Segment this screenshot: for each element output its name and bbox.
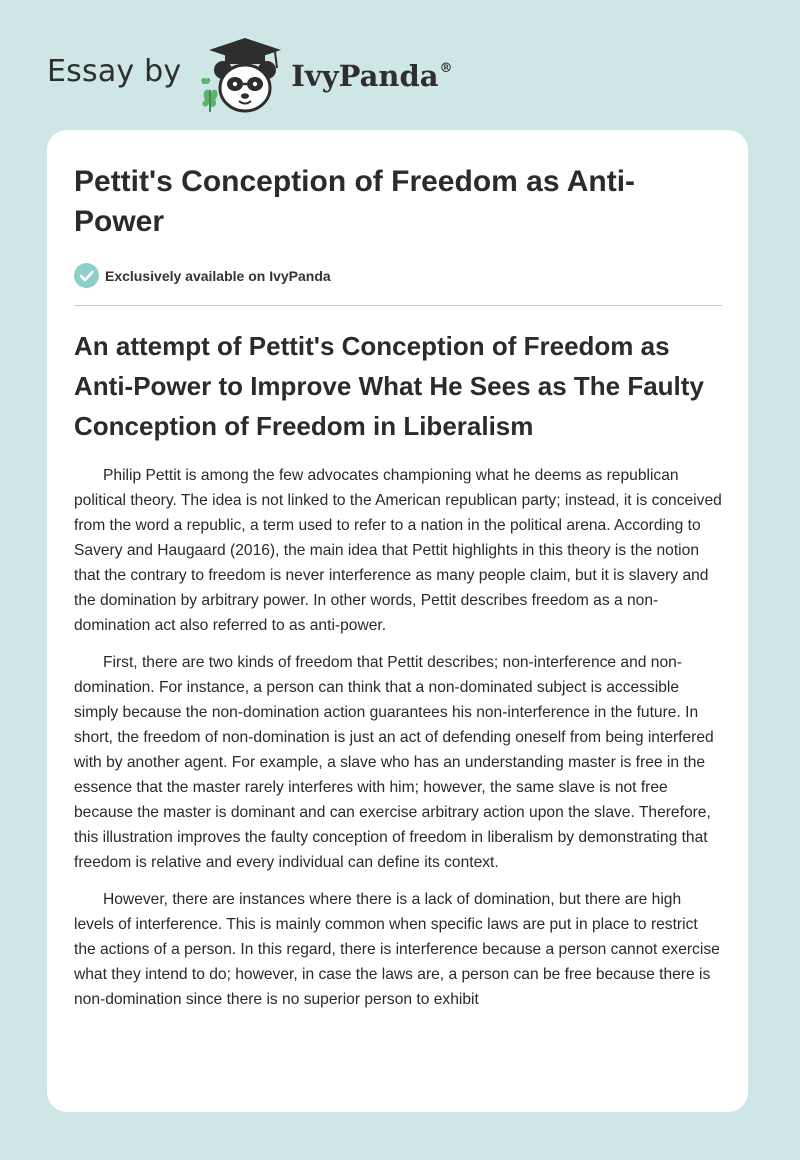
- essay-body: [74, 463, 722, 1012]
- essay-paragraph: First, there are two kinds of freedom that Pettit describes; non-interference and non-domination. For instance, a person can think that a non-dominated subject is accessible simply because the non-domination action guarantees his non-interference in the future. In short, the freedom of non-domination is just an act of defending oneself from being interfered with by another agent. For example, a slave who has an understanding master is free in the essence that the master rarely interferes with him; however, the same slave is not free because the master is dominant and can exercise arbitrary action upon the slave. Therefore, this illustration improves the faulty conception of freedom in liberalism by demonstrating that freedom is relative and every individual can define its context.: [74, 654, 714, 871]
- essay-paragraph: However, there are instances where there is a lack of domination, but there are high levels of interference. This is mainly common when specific laws are put in place to restrict the actions of a person. In this regard, there is interference because a person cannot exercise what they intend to do; however, in case the laws are, a person can be free because there is non-domination since there is no superior person to exhibit: [74, 891, 720, 1008]
- panda-graduate-icon: [195, 34, 287, 116]
- divider: [74, 305, 722, 306]
- essay-title: Pettit's Conception of Freedom as Anti-Power: [74, 165, 636, 238]
- site-header: [47, 30, 453, 120]
- check-circle-icon: [74, 263, 99, 288]
- exclusive-badge: [74, 263, 721, 288]
- exclusive-badge-label: Exclusively available on IvyPanda: [105, 267, 331, 284]
- essay-by-label: Essay by: [47, 53, 182, 89]
- brand-name: IvyPanda®: [291, 59, 453, 93]
- essay-card: [47, 130, 748, 1112]
- essay-paragraph: Philip Pettit is among the few advocates championing what he deems as republican political theory. The idea is not linked to the American republican party; instead, it is conceived from the word a republic, a term used to refer to a nation in the political arena. According to Savery and Haugaard (2016), the main idea that Pettit highlights in this theory is the notion that the contrary to freedom is never interference as many people claim, but it is slavery and the domination by arbitrary power. In other words, Pettit describes freedom as a non-domination act also referred to as anti-power.: [74, 467, 722, 634]
- essay-subtitle: An attempt of Pettit's Conception of Freedom as Anti-Power to Improve What He Sees as The Faulty Conception of Freedom in Liberalism: [74, 331, 704, 441]
- ivypanda-logo[interactable]: [195, 34, 452, 116]
